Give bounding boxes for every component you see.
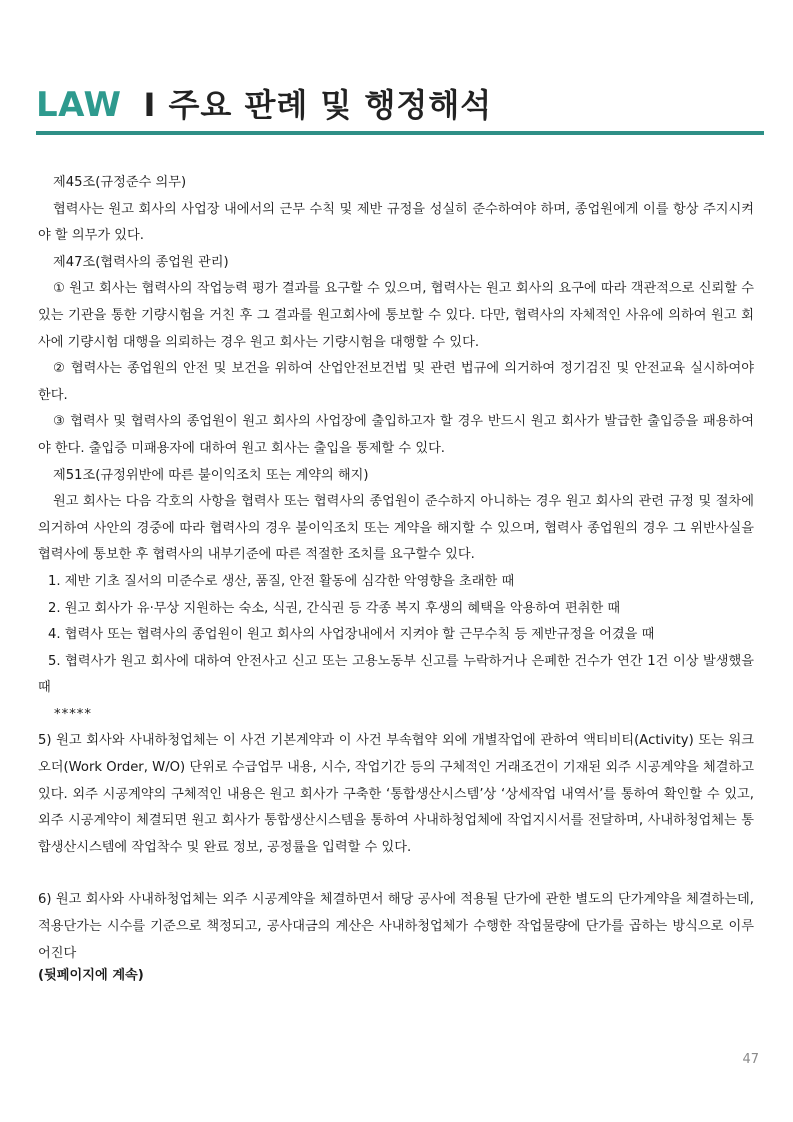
continued-note: (뒷페이지에 계속) — [38, 968, 144, 984]
page-number: 47 — [742, 1052, 759, 1067]
paragraph-5: 5) 원고 회사와 사내하청업체는 이 사건 기본계약과 이 사건 부속협약 외에 개별작업에 관하여 액티비티(Activity) 또는 워크오더(Work Order, W/O) 단위로 수급업무 내용, 시수, 작업기간 등의 구체적인 거래조건이 기재된 외주 시공계약을 체결하고 있다. 외주 시공계약의 구체적인 내용은 원고 회사가 구축한 ‘통합생산시스템’상 ‘상세작업 내역서’를 통하여 확인할 수 있고, 외주 시공계약이 체결되면 원고 회사가 통합생산시스템을 통하여 사내하청업체에 작업지시서를 전달하며, 사내하청업체는 통합생산시스템에 작업착수 및 완료 정보, 공정률을 입력할 수 있다. — [38, 733, 754, 855]
paragraph-6: 6) 원고 회사와 사내하청업체는 외주 시공계약을 체결하면서 해당 공사에 적용될 단가에 관한 별도의 단가계약을 체결하는데, 적용단가는 시수를 기준으로 책정되고, 공사대금의 계산은 사내하청업체가 수행한 작업물량에 단가를 곱하는 방식으로 이루어진다 — [38, 892, 754, 961]
paragraph-spacer — [38, 861, 754, 887]
list-item: 2. 원고 회사가 유·무상 지원하는 숙소, 식권, 간식권 등 각종 복지 후생의 혜택을 악용하여 편취한 때 — [48, 600, 621, 616]
header-divider — [36, 131, 764, 135]
section-label: LAW — [36, 85, 122, 125]
article-51-title: 제51조(규정위반에 따른 불이익조치 또는 계약의 해지) — [53, 467, 369, 483]
page-title: I 주요 판례 및 행정해석 — [143, 86, 493, 124]
article-47-clause-1: ① 원고 회사는 협력사의 작업능력 평가 결과를 요구할 수 있으며, 협력사는 원고 회사의 요구에 따라 객관적으로 신뢰할 수 있는 기관을 통한 기량시험을 거친 후 그 결과를 원고회사에 통보할 수 있다. 다만, 협력사의 자체적인 사유에 의하여 원고 회사에 기량시험 대행을 의뢰하는 경우 원고 회사는 기량시험을 대행할 수 있다. — [38, 281, 754, 350]
article-47-title: 제47조(협력사의 종업원 관리) — [53, 254, 229, 270]
article-51-text: 원고 회사는 다음 각호의 사항을 협력사 또는 협력사의 종업원이 준수하지 아니하는 경우 원고 회사의 관련 규정 및 절차에 의거하여 사안의 경중에 따라 협력사의 경우 불이익조치 또는 계약을 해지할 수 있으며, 협력사 종업원의 경우 그 위반사실을 협력사에 통보한 후 협력사의 내부기준에 따른 적절한 조치를 요구할수 있다. — [38, 494, 754, 563]
article-47-clause-2: ② 협력사는 종업원의 안전 및 보건을 위하여 산업안전보건법 및 관련 법규에 의거하여 정기검진 및 안전교육 실시하여야 한다. — [38, 361, 754, 403]
list-item: 5. 협력사가 원고 회사에 대하여 안전사고 신고 또는 고용노동부 신고를 누락하거나 은폐한 건수가 연간 1건 이상 발생했을 때 — [38, 653, 754, 696]
list-item: 4. 협력사 또는 협력사의 종업원이 원고 회사의 사업장내에서 지켜야 할 근무수칙 등 제반규정을 어겼을 때 — [48, 627, 655, 643]
omission-marker: ***** — [54, 706, 92, 722]
article-47-clause-3: ③ 협력사 및 협력사의 종업원이 원고 회사의 사업장에 출입하고자 할 경우 반드시 원고 회사가 발급한 출입증을 패용하여야 한다. 출입증 미패용자에 대하여 원고 회사는 출입을 통제할 수 있다. — [38, 414, 754, 456]
page-header — [36, 80, 492, 126]
document-body — [38, 170, 754, 985]
article-45-text: 협력사는 원고 회사의 사업장 내에서의 근무 수칙 및 제반 규정을 성실히 준수하여야 하며, 종업원에게 이를 항상 주지시켜야 할 의무가 있다. — [38, 201, 754, 244]
list-item: 1. 제반 기초 질서의 미준수로 생산, 품질, 안전 활동에 심각한 악영향을 초래한 때 — [48, 573, 515, 589]
article-45-title: 제45조(규정준수 의무) — [53, 175, 187, 190]
